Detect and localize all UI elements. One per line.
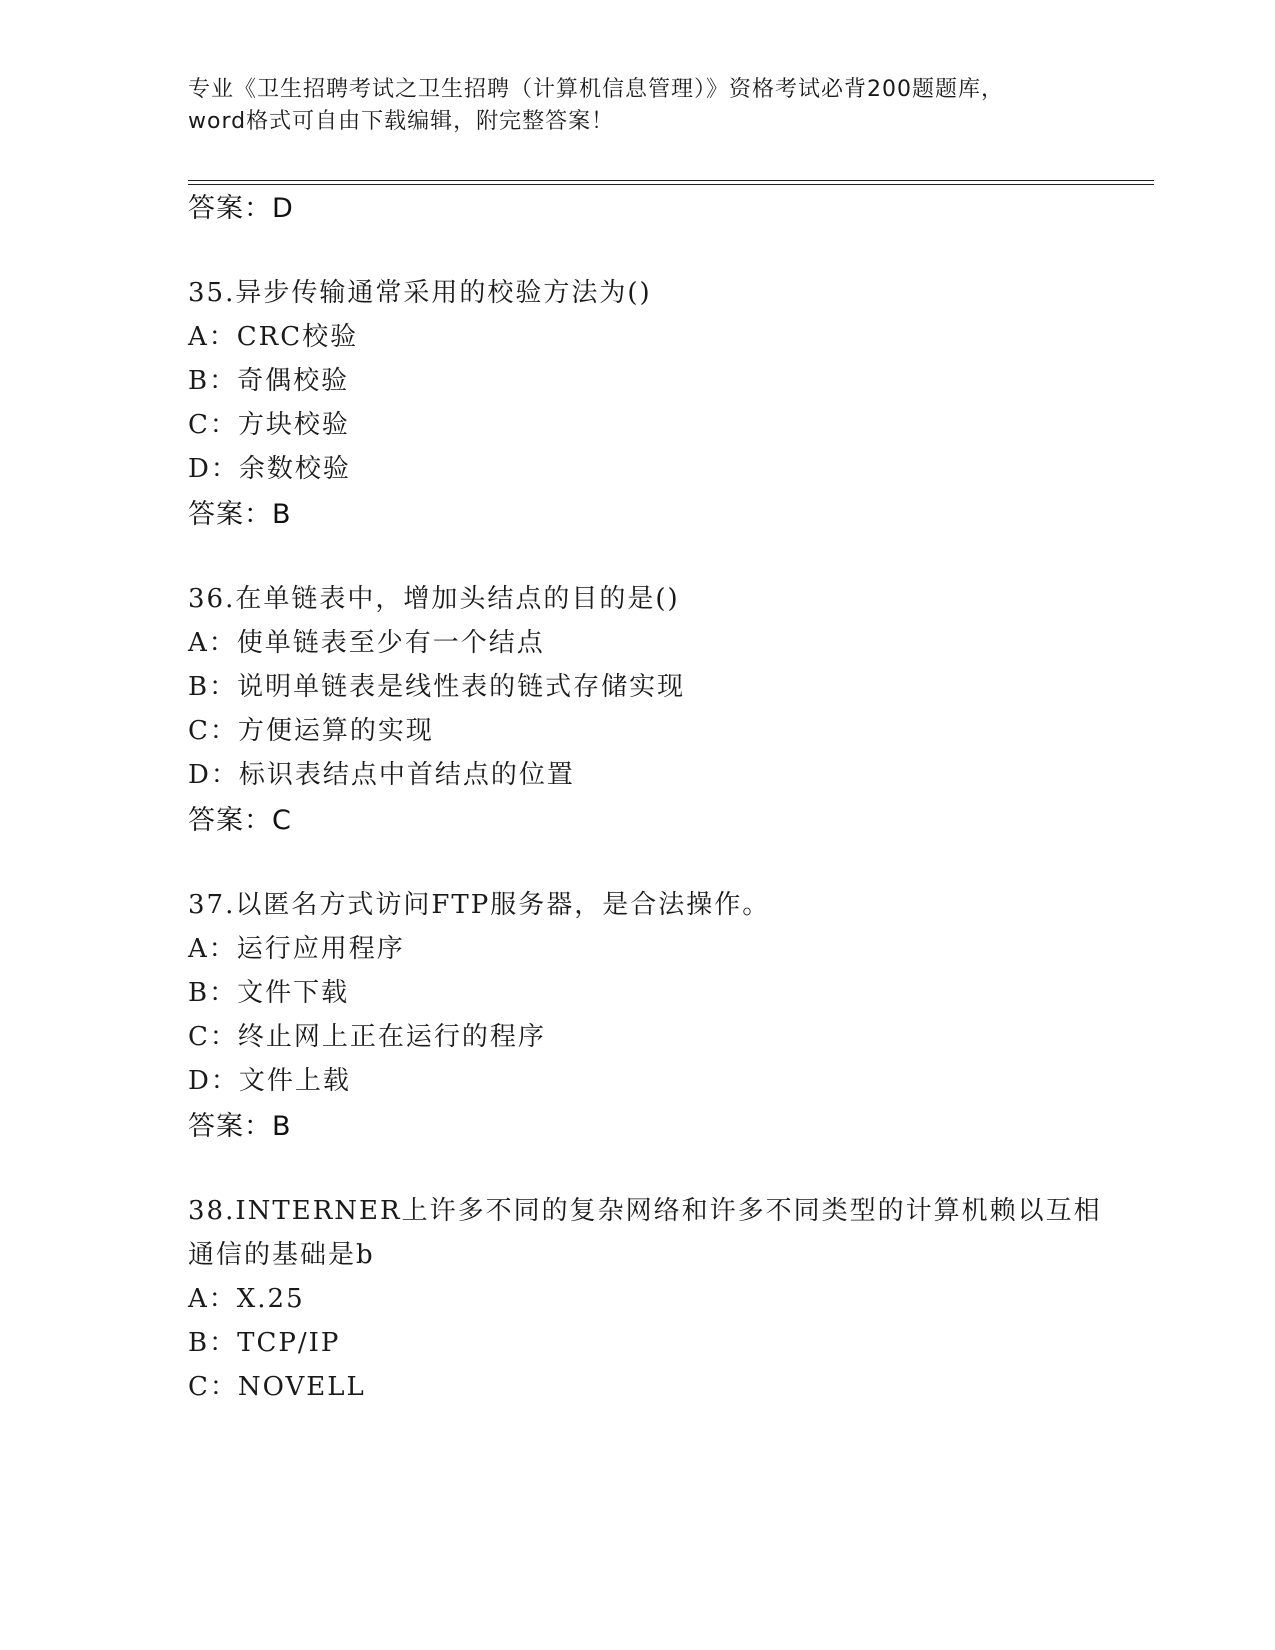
question-37-option-c: C：终止网上正在运行的程序: [188, 1022, 546, 1052]
question-37-option-a: A：运行应用程序: [188, 934, 405, 964]
question-38-stem-line-1: 38.INTERNER上许多不同的复杂网络和许多不同类型的计算机赖以互相: [188, 1196, 1102, 1226]
question-35-option-b: B：奇偶校验: [188, 366, 350, 396]
answer-37: 答案：B: [188, 1111, 292, 1142]
question-37-stem: 37.以匿名方式访问FTP服务器，是合法操作。: [188, 890, 771, 920]
question-35-option-a: A：CRC校验: [188, 322, 359, 352]
question-35-stem: 35.异步传输通常采用的校验方法为(): [188, 278, 652, 308]
header-line-1: 专业《卫生招聘考试之卫生招聘（计算机信息管理）》资格考试必背200题题库，: [188, 77, 1004, 102]
question-36-stem: 36.在单链表中，增加头结点的目的是(): [188, 584, 680, 614]
answer-34: 答案：D: [188, 193, 294, 224]
question-36-option-d: D：标识表结点中首结点的位置: [188, 760, 575, 790]
question-36-option-c: C：方便运算的实现: [188, 716, 434, 746]
question-35-option-d: D：余数校验: [188, 454, 351, 484]
answer-36: 答案：C: [188, 805, 292, 836]
question-36-option-b: B：说明单链表是线性表的链式存储实现: [188, 672, 686, 702]
answer-35: 答案：B: [188, 499, 292, 530]
question-35-option-c: C：方块校验: [188, 410, 350, 440]
question-38-option-c: C：NOVELL: [188, 1372, 366, 1402]
document-header: [188, 74, 1088, 138]
question-36-option-a: A：使单链表至少有一个结点: [188, 628, 545, 658]
question-38-stem-line-2: 通信的基础是b: [188, 1240, 375, 1270]
header-divider-bottom: [188, 184, 1154, 185]
question-37-option-b: B：文件下载: [188, 978, 350, 1008]
header-divider-top: [188, 180, 1154, 181]
question-38-option-b: B：TCP/IP: [188, 1328, 341, 1358]
header-line-2: word格式可自由下载编辑，附完整答案！: [188, 109, 615, 134]
question-38-option-a: A：X.25: [188, 1284, 305, 1314]
question-37-option-d: D：文件上载: [188, 1066, 351, 1096]
